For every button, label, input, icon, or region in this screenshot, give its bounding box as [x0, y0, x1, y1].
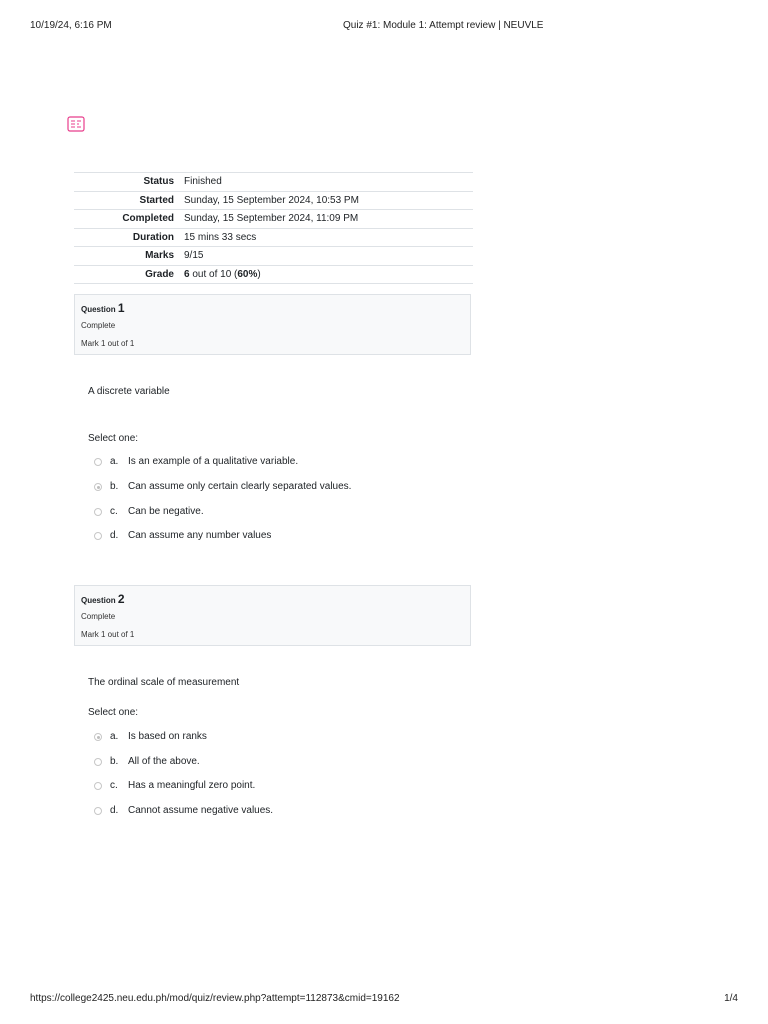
answer-letter: b.	[110, 481, 119, 492]
answer-text: Has a meaningful zero point.	[128, 780, 256, 791]
print-page-number: 1/4	[724, 993, 738, 1004]
select-one-prompt: Select one:	[88, 707, 139, 718]
question-word: Question	[81, 596, 116, 605]
summary-row-marks	[74, 247, 473, 266]
summary-value: Sunday, 15 September 2024, 11:09 PM	[184, 213, 359, 225]
quiz-icon	[67, 115, 85, 133]
summary-label: Completed	[122, 213, 174, 225]
summary-value: 15 mins 33 secs	[184, 231, 257, 243]
answer-letter: c.	[110, 780, 118, 791]
answer-letter: d.	[110, 530, 119, 541]
print-header	[30, 20, 738, 34]
summary-value: Finished	[184, 176, 222, 188]
answer-letter: b.	[110, 756, 119, 767]
question-text: A discrete variable	[88, 386, 170, 397]
summary-row-grade	[74, 265, 473, 284]
answer-text: Cannot assume negative values.	[128, 805, 274, 816]
summary-row-duration	[74, 228, 473, 247]
select-one-prompt: Select one:	[88, 433, 139, 444]
summary-row-completed	[74, 210, 473, 229]
question-number-value: 2	[117, 592, 125, 606]
grade-value	[180, 265, 473, 284]
summary-value: Sunday, 15 September 2024, 10:53 PM	[184, 194, 359, 206]
question-grade: Mark 1 out of 1	[81, 339, 135, 348]
question-info-1	[74, 294, 471, 355]
answer-letter: a.	[110, 731, 119, 742]
radio-button[interactable]	[94, 532, 102, 540]
answer-letter: d.	[110, 805, 119, 816]
question-number	[81, 592, 125, 606]
answer-text: Is an example of a qualitative variable.	[128, 456, 299, 467]
answer-text: Can assume only certain clearly separated values.	[128, 481, 352, 492]
question-word: Question	[81, 305, 116, 314]
attempt-summary-table	[74, 172, 473, 284]
radio-button[interactable]	[94, 782, 102, 790]
radio-button[interactable]	[94, 758, 102, 766]
summary-label: Duration	[132, 231, 174, 243]
summary-label: Marks	[145, 250, 174, 262]
answer-text: Can assume any number values	[128, 530, 272, 541]
question-state: Complete	[81, 612, 116, 621]
radio-button[interactable]	[94, 807, 102, 815]
summary-label: Started	[139, 194, 174, 206]
radio-button-checked[interactable]	[94, 483, 102, 491]
radio-button[interactable]	[94, 508, 102, 516]
print-footer	[30, 993, 738, 1007]
question-number	[81, 301, 125, 315]
question-info-2	[74, 585, 471, 646]
grade-middle: out of 10 (	[189, 268, 238, 280]
summary-label: Grade	[145, 268, 174, 280]
radio-button[interactable]	[94, 458, 102, 466]
summary-row-status	[74, 173, 473, 192]
answer-text: Is based on ranks	[128, 731, 207, 742]
grade-percent: 60%	[237, 268, 258, 280]
summary-value: 9/15	[184, 250, 204, 262]
question-text: The ordinal scale of measurement	[88, 677, 240, 688]
answer-text: Can be negative.	[128, 506, 204, 517]
summary-label: Status	[143, 176, 174, 188]
question-number-value: 1	[117, 301, 125, 315]
radio-button-checked[interactable]	[94, 733, 102, 741]
answer-letter: c.	[110, 506, 118, 517]
grade-score: 6	[184, 268, 190, 280]
grade-end: )	[257, 268, 261, 280]
answer-text: All of the above.	[128, 756, 200, 767]
answer-letter: a.	[110, 456, 119, 467]
print-datetime: 10/19/24, 6:16 PM	[30, 20, 112, 31]
print-url: https://college2425.neu.edu.ph/mod/quiz/review.php?attempt=112873&cmid=19162	[30, 993, 400, 1004]
question-grade: Mark 1 out of 1	[81, 630, 135, 639]
print-page-title: Quiz #1: Module 1: Attempt review | NEUVLE	[343, 20, 544, 31]
summary-row-started	[74, 191, 473, 210]
question-state: Complete	[81, 321, 116, 330]
